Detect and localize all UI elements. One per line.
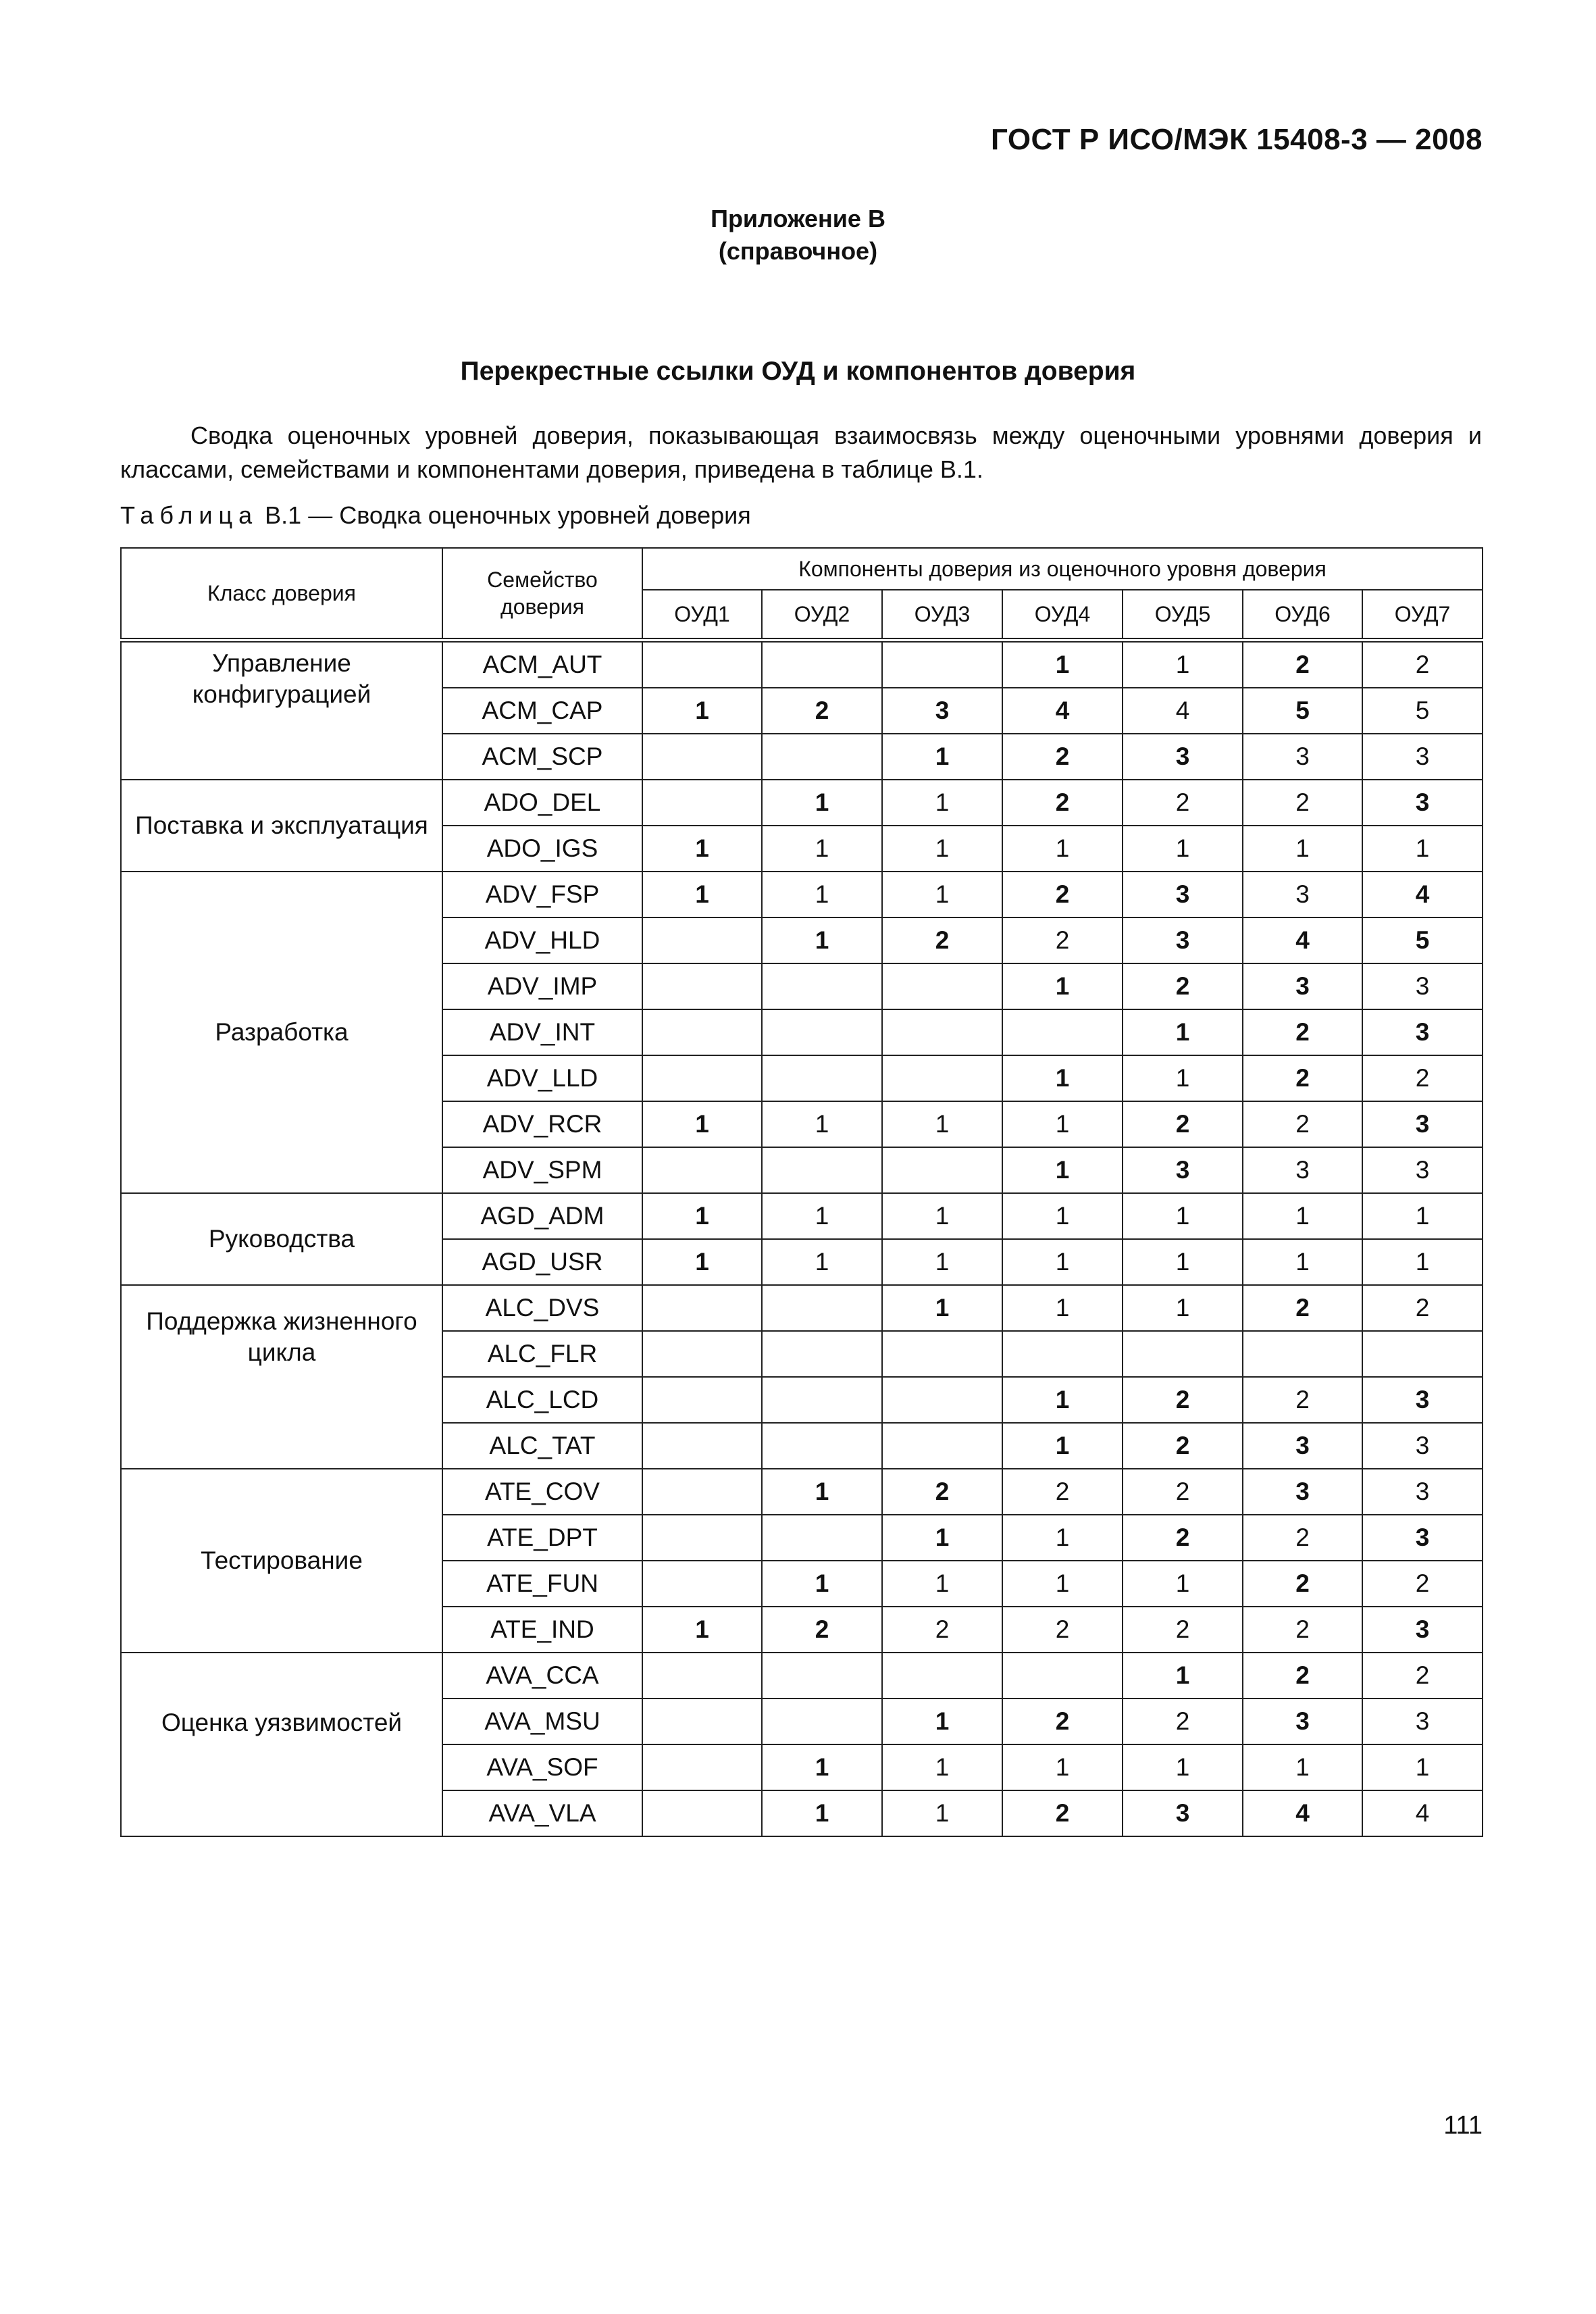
level-cell: 2 <box>1243 1515 1362 1561</box>
family-cell: ALC_FLR <box>442 1331 642 1377</box>
level-cell: 2 <box>1243 1607 1362 1653</box>
header-level: ОУД4 <box>1002 590 1123 640</box>
level-cell: 3 <box>1362 780 1483 826</box>
table-row <box>121 872 1483 917</box>
level-cell: 1 <box>1123 640 1243 688</box>
standard-header: ГОСТ Р ИСО/МЭК 15408-3 — 2008 <box>990 123 1483 156</box>
class-cell: Разработка <box>121 872 442 1193</box>
family-cell: ADO_DEL <box>442 780 642 826</box>
level-cell: 1 <box>1002 1285 1123 1331</box>
level-cell <box>642 780 762 826</box>
family-cell: ALC_DVS <box>442 1285 642 1331</box>
level-cell: 1 <box>882 780 1002 826</box>
level-cell: 1 <box>642 1239 762 1285</box>
annex-title: Приложение В <box>711 205 885 232</box>
level-cell: 1 <box>642 688 762 734</box>
level-cell: 1 <box>882 826 1002 872</box>
level-cell: 2 <box>1002 780 1123 826</box>
level-cell: 2 <box>1362 1285 1483 1331</box>
table-row <box>121 1285 1483 1331</box>
level-cell: 3 <box>1362 1147 1483 1193</box>
level-cell: 1 <box>1123 1285 1243 1331</box>
level-cell: 3 <box>1123 1790 1243 1836</box>
level-cell: 1 <box>882 1101 1002 1147</box>
level-cell <box>762 1377 882 1423</box>
level-cell: 3 <box>1362 1515 1483 1561</box>
family-cell: AGD_USR <box>442 1239 642 1285</box>
level-cell: 1 <box>1002 1515 1123 1561</box>
level-cell: 1 <box>882 872 1002 917</box>
level-cell: 2 <box>1362 1561 1483 1607</box>
level-cell: 2 <box>1243 1653 1362 1699</box>
level-cell: 1 <box>1243 1239 1362 1285</box>
level-cell: 1 <box>882 1515 1002 1561</box>
level-cell: 2 <box>762 1607 882 1653</box>
level-cell: 1 <box>1123 1055 1243 1101</box>
family-cell: ADV_IMP <box>442 963 642 1009</box>
level-cell <box>1002 1331 1123 1377</box>
annex-heading <box>0 203 1596 268</box>
family-cell: AVA_SOF <box>442 1744 642 1790</box>
level-cell <box>642 1515 762 1561</box>
header-level: ОУД3 <box>882 590 1002 640</box>
class-cell: Поставка и эксплуатация <box>121 780 442 872</box>
header-level: ОУД6 <box>1243 590 1362 640</box>
class-cell: Оценка уязвимостей <box>121 1653 442 1836</box>
level-cell: 1 <box>1002 1055 1123 1101</box>
level-cell: 5 <box>1243 688 1362 734</box>
level-cell: 1 <box>1002 963 1123 1009</box>
section-title: Перекрестные ссылки ОУД и компонентов доверия <box>460 357 1136 386</box>
family-cell: ATE_COV <box>442 1469 642 1515</box>
family-cell: ADV_FSP <box>442 872 642 917</box>
level-cell: 1 <box>1243 1744 1362 1790</box>
family-cell: ACM_SCP <box>442 734 642 780</box>
level-cell: 3 <box>1362 1009 1483 1055</box>
level-cell: 3 <box>1362 1607 1483 1653</box>
level-cell: 3 <box>1243 1423 1362 1469</box>
family-cell: ADO_IGS <box>442 826 642 872</box>
level-cell <box>762 1515 882 1561</box>
level-cell: 1 <box>642 1193 762 1239</box>
level-cell: 2 <box>1123 1699 1243 1744</box>
class-cell: Управление конфигурацией <box>121 640 442 780</box>
family-cell: ATE_FUN <box>442 1561 642 1607</box>
level-cell <box>882 1377 1002 1423</box>
level-cell <box>642 640 762 688</box>
level-cell: 2 <box>1123 1515 1243 1561</box>
level-cell <box>642 1055 762 1101</box>
level-cell <box>762 1653 882 1699</box>
level-cell <box>762 640 882 688</box>
level-cell: 2 <box>1362 1653 1483 1699</box>
table-row <box>121 1653 1483 1699</box>
level-cell: 2 <box>882 1607 1002 1653</box>
level-cell: 2 <box>1123 1377 1243 1423</box>
level-cell: 1 <box>1002 1377 1123 1423</box>
level-cell <box>882 1055 1002 1101</box>
table-caption-prefix: Таблица <box>120 501 259 529</box>
family-cell: ADV_SPM <box>442 1147 642 1193</box>
level-cell <box>642 963 762 1009</box>
level-cell: 4 <box>1123 688 1243 734</box>
header-level: ОУД1 <box>642 590 762 640</box>
level-cell: 1 <box>882 1790 1002 1836</box>
family-cell: ALC_TAT <box>442 1423 642 1469</box>
level-cell <box>642 1331 762 1377</box>
level-cell: 2 <box>1002 1790 1123 1836</box>
level-cell: 1 <box>762 826 882 872</box>
level-cell: 3 <box>1362 1377 1483 1423</box>
class-cell: Тестирование <box>121 1469 442 1653</box>
level-cell <box>762 1423 882 1469</box>
level-cell: 1 <box>882 1699 1002 1744</box>
level-cell: 4 <box>1002 688 1123 734</box>
level-cell: 4 <box>1243 1790 1362 1836</box>
family-cell: AVA_VLA <box>442 1790 642 1836</box>
level-cell <box>1002 1009 1123 1055</box>
level-cell: 1 <box>1362 1193 1483 1239</box>
level-cell <box>882 1147 1002 1193</box>
level-cell: 2 <box>1362 640 1483 688</box>
table-row <box>121 640 1483 688</box>
level-cell: 1 <box>642 872 762 917</box>
level-cell: 1 <box>762 1101 882 1147</box>
level-cell: 1 <box>1002 1561 1123 1607</box>
family-cell: ACM_AUT <box>442 640 642 688</box>
level-cell: 1 <box>1123 826 1243 872</box>
level-cell: 2 <box>1123 780 1243 826</box>
family-cell: ADV_INT <box>442 1009 642 1055</box>
level-cell: 1 <box>1362 1744 1483 1790</box>
level-cell <box>762 1055 882 1101</box>
family-cell: AVA_CCA <box>442 1653 642 1699</box>
level-cell: 3 <box>1362 734 1483 780</box>
level-cell: 2 <box>1123 1101 1243 1147</box>
family-cell: ATE_IND <box>442 1607 642 1653</box>
family-cell: ACM_CAP <box>442 688 642 734</box>
level-cell: 1 <box>1002 640 1123 688</box>
level-cell: 1 <box>882 1561 1002 1607</box>
family-cell: ALC_LCD <box>442 1377 642 1423</box>
level-cell: 1 <box>1243 1193 1362 1239</box>
level-cell: 1 <box>1002 1147 1123 1193</box>
level-cell: 2 <box>1243 1285 1362 1331</box>
level-cell: 1 <box>642 1607 762 1653</box>
level-cell <box>762 1331 882 1377</box>
level-cell: 2 <box>1002 917 1123 963</box>
level-cell: 3 <box>1243 872 1362 917</box>
level-cell: 3 <box>1362 963 1483 1009</box>
level-cell <box>1002 1653 1123 1699</box>
header-components: Компоненты доверия из оценочного уровня доверия <box>642 548 1483 590</box>
family-cell: ADV_RCR <box>442 1101 642 1147</box>
level-cell <box>882 1009 1002 1055</box>
level-cell <box>642 1790 762 1836</box>
header-level: ОУД2 <box>762 590 882 640</box>
level-cell: 2 <box>1362 1055 1483 1101</box>
level-cell: 3 <box>1362 1469 1483 1515</box>
level-cell: 1 <box>1123 1653 1243 1699</box>
level-cell: 3 <box>1243 963 1362 1009</box>
level-cell: 4 <box>1362 1790 1483 1836</box>
level-cell: 2 <box>1243 1377 1362 1423</box>
level-cell: 1 <box>1123 1009 1243 1055</box>
level-cell <box>642 1744 762 1790</box>
family-cell: ATE_DPT <box>442 1515 642 1561</box>
level-cell: 2 <box>1243 1101 1362 1147</box>
level-cell <box>1362 1331 1483 1377</box>
level-cell <box>762 1147 882 1193</box>
level-cell: 1 <box>762 1239 882 1285</box>
level-cell: 1 <box>1002 826 1123 872</box>
level-cell <box>762 734 882 780</box>
level-cell <box>642 1561 762 1607</box>
level-cell: 2 <box>882 1469 1002 1515</box>
level-cell: 1 <box>762 1469 882 1515</box>
level-cell: 5 <box>1362 917 1483 963</box>
level-cell: 2 <box>1123 963 1243 1009</box>
table-caption <box>120 501 751 530</box>
level-cell: 1 <box>1123 1239 1243 1285</box>
level-cell: 1 <box>882 1744 1002 1790</box>
table-row <box>121 1193 1483 1239</box>
level-cell: 1 <box>762 1744 882 1790</box>
level-cell: 1 <box>1362 1239 1483 1285</box>
level-cell: 1 <box>1123 1561 1243 1607</box>
level-cell: 2 <box>1243 1561 1362 1607</box>
level-cell: 1 <box>762 1790 882 1836</box>
level-cell: 1 <box>1002 1423 1123 1469</box>
level-cell <box>882 963 1002 1009</box>
header-class: Класс доверия <box>121 548 442 640</box>
level-cell <box>762 1699 882 1744</box>
level-cell: 2 <box>1123 1469 1243 1515</box>
level-cell: 2 <box>1243 640 1362 688</box>
level-cell: 1 <box>1123 1744 1243 1790</box>
eal-summary-table <box>120 547 1483 1837</box>
level-cell: 3 <box>1243 1699 1362 1744</box>
family-cell: ADV_LLD <box>442 1055 642 1101</box>
level-cell: 3 <box>1123 917 1243 963</box>
level-cell <box>642 1423 762 1469</box>
level-cell <box>642 1653 762 1699</box>
level-cell: 2 <box>1243 1055 1362 1101</box>
level-cell: 1 <box>1362 826 1483 872</box>
level-cell <box>882 640 1002 688</box>
level-cell: 3 <box>1243 1147 1362 1193</box>
level-cell: 1 <box>1002 1744 1123 1790</box>
header-level: ОУД5 <box>1123 590 1243 640</box>
level-cell: 3 <box>1123 872 1243 917</box>
level-cell: 1 <box>762 872 882 917</box>
level-cell: 2 <box>1243 1009 1362 1055</box>
level-cell: 1 <box>762 780 882 826</box>
table-caption-title: В.1 — Сводка оценочных уровней доверия <box>265 501 751 529</box>
level-cell: 3 <box>1362 1423 1483 1469</box>
level-cell: 1 <box>882 1285 1002 1331</box>
annex-subtitle: (справочное) <box>718 237 878 265</box>
level-cell: 3 <box>1362 1101 1483 1147</box>
level-cell: 1 <box>642 826 762 872</box>
class-cell: Руководства <box>121 1193 442 1285</box>
level-cell <box>1243 1331 1362 1377</box>
level-cell: 1 <box>1123 1193 1243 1239</box>
level-cell: 1 <box>882 1193 1002 1239</box>
header-family: Семейство доверия <box>442 548 642 640</box>
level-cell <box>882 1653 1002 1699</box>
level-cell: 3 <box>882 688 1002 734</box>
level-cell: 1 <box>1243 826 1362 872</box>
level-cell <box>642 1285 762 1331</box>
level-cell: 1 <box>762 1561 882 1607</box>
level-cell: 3 <box>1243 1469 1362 1515</box>
level-cell: 2 <box>1002 1607 1123 1653</box>
level-cell: 1 <box>1002 1101 1123 1147</box>
level-cell: 2 <box>1243 780 1362 826</box>
level-cell <box>1123 1331 1243 1377</box>
level-cell: 2 <box>762 688 882 734</box>
level-cell <box>642 917 762 963</box>
level-cell: 2 <box>1002 1699 1123 1744</box>
level-cell <box>642 1469 762 1515</box>
level-cell: 5 <box>1362 688 1483 734</box>
family-cell: AGD_ADM <box>442 1193 642 1239</box>
level-cell: 3 <box>1243 734 1362 780</box>
level-cell: 3 <box>1362 1699 1483 1744</box>
eal-summary-table-wrapper <box>120 547 1482 1837</box>
class-cell: Поддержка жизненного цикла <box>121 1285 442 1469</box>
level-cell: 2 <box>882 917 1002 963</box>
level-cell: 1 <box>762 917 882 963</box>
level-cell <box>642 1009 762 1055</box>
level-cell <box>882 1423 1002 1469</box>
level-cell <box>642 1377 762 1423</box>
page-number: 111 <box>1443 2111 1483 2140</box>
level-cell <box>642 734 762 780</box>
header-level: ОУД7 <box>1362 590 1483 640</box>
family-cell: AVA_MSU <box>442 1699 642 1744</box>
level-cell: 2 <box>1002 1469 1123 1515</box>
level-cell: 2 <box>1123 1607 1243 1653</box>
level-cell: 1 <box>882 734 1002 780</box>
family-cell: ADV_HLD <box>442 917 642 963</box>
level-cell: 1 <box>1002 1239 1123 1285</box>
level-cell: 1 <box>1002 1193 1123 1239</box>
level-cell: 1 <box>882 1239 1002 1285</box>
level-cell: 4 <box>1362 872 1483 917</box>
level-cell <box>882 1331 1002 1377</box>
intro-paragraph: Сводка оценочных уровней доверия, показывающая взаимосвязь между оценочными уровнями доверия и классами, семействами и компонентами доверия, приведена в таблице В.1. <box>120 422 1482 483</box>
level-cell: 3 <box>1123 1147 1243 1193</box>
level-cell <box>762 1009 882 1055</box>
level-cell: 2 <box>1123 1423 1243 1469</box>
table-row <box>121 1469 1483 1515</box>
level-cell <box>642 1147 762 1193</box>
level-cell: 3 <box>1123 734 1243 780</box>
level-cell: 2 <box>1002 872 1123 917</box>
level-cell <box>762 963 882 1009</box>
table-row <box>121 780 1483 826</box>
level-cell <box>642 1699 762 1744</box>
level-cell: 4 <box>1243 917 1362 963</box>
level-cell: 2 <box>1002 734 1123 780</box>
level-cell: 1 <box>642 1101 762 1147</box>
level-cell: 1 <box>762 1193 882 1239</box>
level-cell <box>762 1285 882 1331</box>
